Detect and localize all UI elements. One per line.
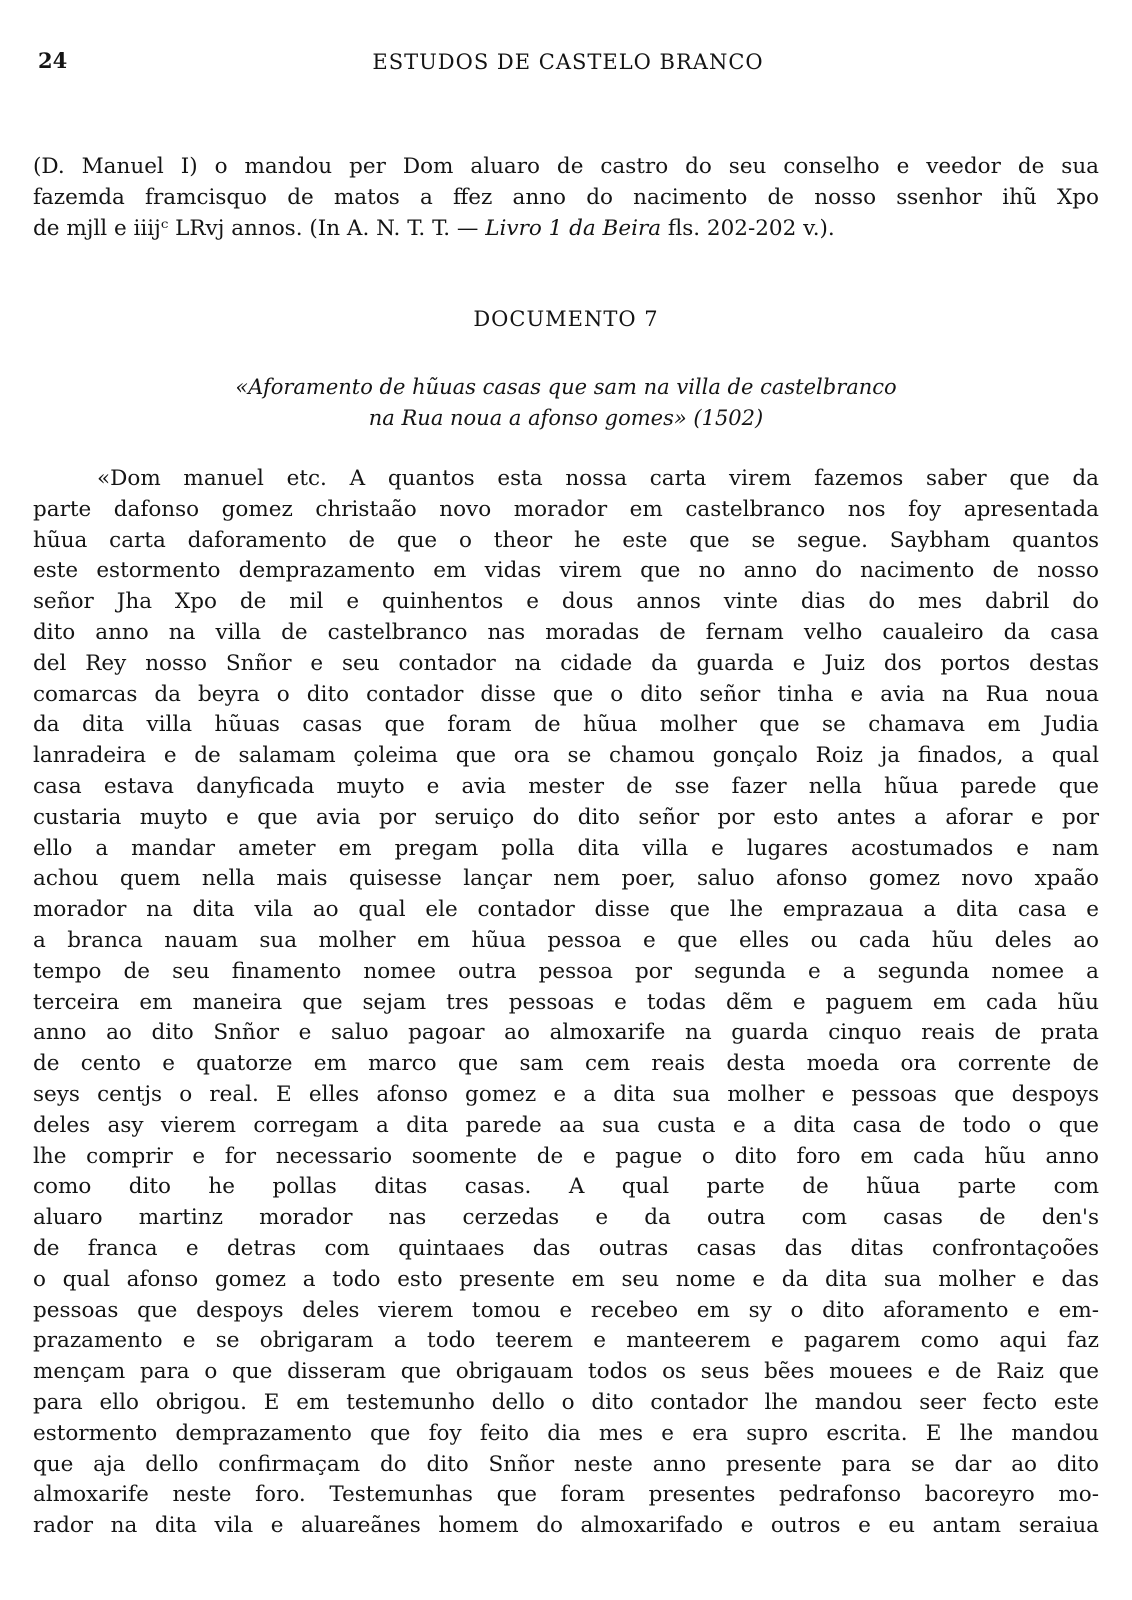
text-line: casa estava danyficada muyto e avia mester de sse fazer nella hũua parede que: [33, 773, 1099, 799]
text-line: almoxarife neste foro. Testemunhas que foram presentes pedrafonso bacoreyro mo-: [33, 1482, 1099, 1508]
text-segment: de mjll e iiijᶜ LRvj annos. (In A. N. T. T. —: [33, 215, 486, 241]
text-line: anno ao dito Snñor e saluo pagoar ao almoxarife na guarda cinquo reais de prata: [33, 1020, 1099, 1046]
text-line: de franca e detras com quintaaes das outras casas das ditas confrontaçoões: [33, 1235, 1099, 1261]
text-line: deles asy vierem corregam a dita parede aa sua custa e a dita casa de todo o que: [33, 1112, 1099, 1138]
text-line: del Rey nosso Snñor e seu contador na cidade da guarda e Juiz dos portos destas: [33, 650, 1099, 676]
text-line: achou quem nella mais quisesse lançar nem poer, saluo afonso gomez novo xpaão: [33, 866, 1099, 892]
text-line: parte dafonso gomez christaão novo morador em castelbranco nos foy apresentada: [33, 496, 1099, 522]
document-heading: DOCUMENTO 7: [473, 307, 659, 331]
text-line: fazemda framcisquo de matos a ffez anno do nacimento de nosso ssenhor ihũ Xpo: [33, 184, 1099, 210]
text-line: rador na dita vila e aluareãnes homem do almoxarifado e outros e eu antam seraiua: [33, 1513, 1099, 1539]
text-line: como dito he pollas ditas casas. A qual parte de hũua parte com: [33, 1174, 1099, 1200]
text-line: custaria muyto e que avia por seruiço do dito señor por esto antes a aforar e por: [33, 804, 1099, 830]
text-line: lhe comprir e for necessario soomente de e pague o dito foro em cada hũu anno: [33, 1143, 1099, 1169]
text-line: hũua carta daforamento de que o theor he este que se segue. Saybham quantos: [33, 527, 1099, 553]
text-line: morador na dita vila ao qual ele contador disse que lhe emprazaua a dita casa e: [33, 897, 1099, 923]
text-line: pessoas que despoys deles vierem tomou e recebeo em sy o dito aforamento e em-: [33, 1297, 1099, 1323]
text-line: lanradeira e de salamam çoleima que ora se chamou gonçalo Roiz ja finados, a qual: [33, 743, 1099, 769]
text-line: a branca nauam sua molher em hũua pessoa e que elles ou cada hũu deles ao: [33, 927, 1099, 953]
text-line: seys centjs o real. E elles afonso gomez e a dita sua molher e pessoas que despoys: [33, 1081, 1099, 1107]
text-line: aluaro martinz morador nas cerzedas e da outra com casas de den's: [33, 1205, 1099, 1231]
document-body: [33, 464, 1099, 1542]
text-line: «Dom manuel etc. A quantos esta nossa carta virem fazemos saber que da: [97, 466, 1099, 491]
text-line: da dita villa hũuas casas que foram de hũua molher que se chamava em Judia: [33, 712, 1099, 738]
document-title-line: na Rua noua a afonso gomes» (1502): [368, 406, 764, 430]
continuation-paragraph: [33, 152, 1099, 244]
text-line: mençam para o que disseram que obrigauam todos os seus bẽes mouees e de Raiz que: [33, 1359, 1099, 1385]
page-header: [38, 48, 1098, 88]
running-title: ESTUDOS DE CASTELO BRANCO: [372, 50, 764, 74]
text-segment: fls. 202-202 v.).: [661, 215, 835, 241]
text-line: ello a mandar ameter em pregam polla dita villa e lugares acostumados e nam: [33, 835, 1099, 861]
text-line: comarcas da beyra o dito contador disse que o dito señor tinha e avia na Rua noua: [33, 681, 1099, 707]
text-line: terceira em maneira que sejam tres pessoas e todas dẽm e paguem em cada hũu: [33, 989, 1099, 1015]
text-line: este estormento demprazamento em vidas virem que no anno do nacimento de nosso: [33, 558, 1099, 584]
citation-title: Livro 1 da Beira: [485, 215, 662, 241]
text-line: dito anno na villa de castelbranco nas moradas de fernam velho caualeiro da casa: [33, 619, 1099, 645]
document-title: [0, 372, 1132, 434]
text-line: tempo de seu finamento nomee outra pessoa por segunda e a segunda nomee a: [33, 958, 1099, 984]
text-line: estormento demprazamento que foy feito dia mes e era supro escrita. E lhe mandou: [33, 1420, 1099, 1446]
text-line: de cento e quatorze em marco que sam cem reais desta moeda ora corrente de: [33, 1051, 1099, 1077]
text-line: señor Jha Xpo de mil e quinhentos e dous annos vinte dias do mes dabril do: [33, 589, 1099, 615]
text-line: (D. Manuel I) o mandou per Dom aluaro de castro do seu conselho e veedor de sua: [33, 154, 1099, 179]
text-line: para ello obrigou. E em testemunho dello o dito contador lhe mandou seer fecto este: [33, 1389, 1099, 1415]
text-line: o qual afonso gomez a todo esto presente em seu nome e da dita sua molher e das: [33, 1266, 1099, 1292]
text-line: prazamento e se obrigaram a todo teerem e manteerem e pagarem como aqui faz: [33, 1328, 1099, 1354]
document-title-line: «Aforamento de hũuas casas que sam na villa de castelbranco: [235, 375, 897, 399]
text-line: [33, 214, 1099, 245]
page-number: 24: [38, 48, 68, 73]
text-line: que aja dello confirmaçam do dito Snñor neste anno presente para se dar ao dito: [33, 1451, 1099, 1477]
